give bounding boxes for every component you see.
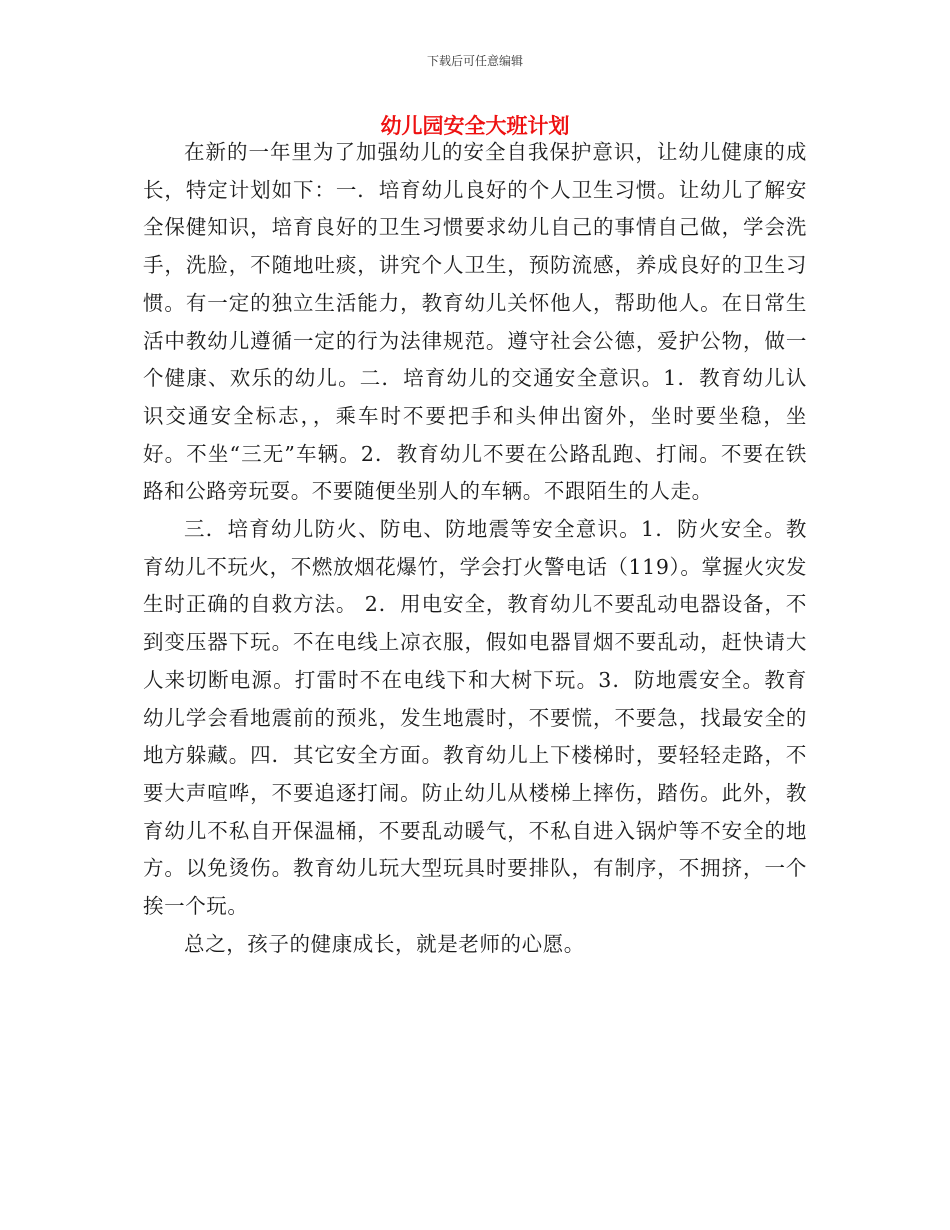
document-title: 幼儿园安全大班计划 <box>380 114 570 138</box>
header-note: 下载后可任意编辑 <box>426 54 523 68</box>
document-body <box>143 134 807 963</box>
paragraph-3: 总之，孩子的健康成长，就是老师的心愿。 <box>184 931 585 956</box>
paragraph-2: 三．培育幼儿防火、防电、防地震等安全意识。1．防火安全。教育幼儿不玩火，不燃放烟花爆竹，学会打火警电话（119）。掌握火灾发生时正确的自救方法。 2．用电安全，教育幼儿不要乱动电器设备，不到变压器下玩。不在电线上凉衣服，假如电器冒烟不要乱动，赶快请大人来切断电源。打雷时不在电线下和大树下玩。3．防地震安全。教育幼儿学会看地震前的预兆，发生地震时，不要慌，不要急，找最安全的地方躲藏。四．其它安全方面。教育幼儿上下楼梯时，要轻轻走路，不要大声喧哗，不要追逐打闹。防止幼儿从楼梯上摔伤，踏伤。此外，教育幼儿不私自开保温桶，不要乱动暖气，不私自进入锅炉等不安全的地方。以免烫伤。教育幼儿玩大型玩具时要排队，有制序，不拥挤，一个挨一个玩。 <box>143 517 807 919</box>
paragraph-1: 在新的一年里为了加强幼儿的安全自我保护意识，让幼儿健康的成长，特定计划如下：一．培育幼儿良好的个人卫生习惯。让幼儿了解安全保健知识，培育良好的卫生习惯要求幼儿自己的事情自己做，学会洗手，洗脸，不随地吐痰，讲究个人卫生，预防流感，养成良好的卫生习惯。有一定的独立生活能力，教育幼儿关怀他人，帮助他人。在日常生活中教幼儿遵循一定的行为法律规范。遵守社会公德，爱护公物，做一个健康、欢乐的幼儿。二．培育幼儿的交通安全意识。1．教育幼儿认识交通安全标志，，乘车时不要把手和头伸出窗外，坐时要坐稳，坐好。不坐“三无”车辆。2．教育幼儿不要在公路乱跑、打闹。不要在铁路和公路旁玩耍。不要随便坐别人的车辆。不跟陌生的人走。 <box>143 140 807 504</box>
